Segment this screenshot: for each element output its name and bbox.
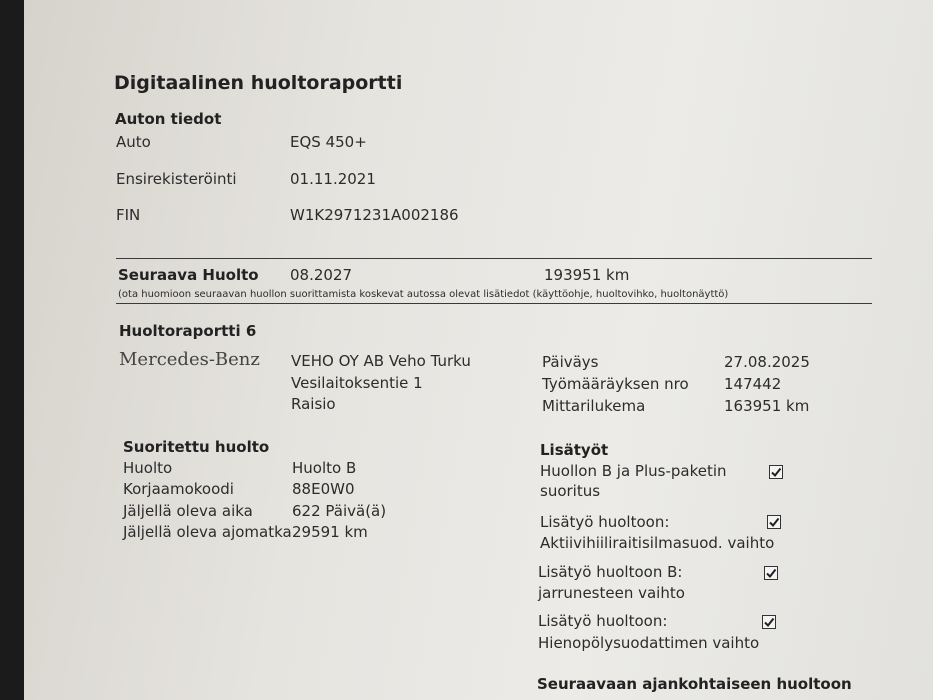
fin-label: FIN xyxy=(116,206,141,224)
extra-work-1-line1: Huollon B ja Plus-paketin xyxy=(540,462,727,480)
service-report-heading: Huoltoraportti 6 xyxy=(119,322,257,340)
checkbox-checked-icon[interactable] xyxy=(767,515,781,529)
remaining-distance-value: 29591 km xyxy=(292,523,368,541)
next-service-date: 08.2027 xyxy=(290,266,353,284)
next-service-label: Seuraava Huolto xyxy=(118,266,259,284)
extra-work-2-line1: Lisätyö huoltoon: xyxy=(540,513,670,531)
workshop-code-value: 88E0W0 xyxy=(292,480,355,498)
car-model-value: EQS 450+ xyxy=(290,133,367,151)
next-service-km: 193951 km xyxy=(544,266,630,284)
service-type-label: Huolto xyxy=(123,459,173,477)
odometer-label: Mittarilukema xyxy=(542,397,646,415)
dealer-city: Raisio xyxy=(291,395,336,413)
extra-work-1-line2: suoritus xyxy=(540,482,601,500)
fin-value: W1K2971231A002186 xyxy=(290,206,459,224)
odometer-value: 163951 km xyxy=(724,397,810,415)
divider-bottom xyxy=(116,303,872,304)
dealer-name: VEHO OY AB Veho Turku xyxy=(291,352,471,370)
checkbox-checked-icon[interactable] xyxy=(762,615,776,629)
remaining-time-value: 622 Päivä(ä) xyxy=(292,502,387,520)
mercedes-benz-logo: Mercedes-Benz xyxy=(119,349,260,370)
report-title: Digitaalinen huoltoraportti xyxy=(114,72,403,94)
extra-work-3-line2: jarrunesteen vaihto xyxy=(538,584,685,602)
extra-work-2-line2: Aktiivihiiliraitisilmasuod. vaihto xyxy=(540,534,775,552)
date-label: Päiväys xyxy=(542,353,599,371)
date-value: 27.08.2025 xyxy=(724,353,810,371)
first-registration-value: 01.11.2021 xyxy=(290,170,376,188)
car-model-label: Auto xyxy=(116,133,151,151)
report-screen xyxy=(24,0,933,700)
car-info-heading: Auton tiedot xyxy=(115,110,222,128)
divider-top xyxy=(116,258,872,259)
extra-work-4-line1: Lisätyö huoltoon: xyxy=(538,612,668,630)
next-service-note: (ota huomioon seuraavan huollon suorittamista koskevat autossa olevat lisätiedot (käyttöohje, huoltovihko, huoltonäyttö) xyxy=(118,289,729,300)
work-order-label: Työmääräyksen nro xyxy=(542,375,689,393)
performed-heading: Suoritettu huolto xyxy=(123,438,270,456)
extra-work-4-line2: Hienopölysuodattimen vaihto xyxy=(538,634,760,652)
work-order-value: 147442 xyxy=(724,375,782,393)
remaining-distance-label: Jäljellä oleva ajomatka xyxy=(123,523,292,541)
workshop-code-label: Korjaamokoodi xyxy=(123,480,234,498)
service-type-value: Huolto B xyxy=(292,459,357,477)
extra-work-heading: Lisätyöt xyxy=(540,441,609,459)
checkbox-checked-icon[interactable] xyxy=(764,566,778,580)
next-current-service-heading: Seuraavaan ajankohtaiseen huoltoon xyxy=(537,675,852,693)
extra-work-3-line1: Lisätyö huoltoon B: xyxy=(538,563,683,581)
dealer-street: Vesilaitoksentie 1 xyxy=(291,374,423,392)
remaining-time-label: Jäljellä oleva aika xyxy=(123,502,253,520)
first-registration-label: Ensirekisteröinti xyxy=(116,170,237,188)
checkbox-checked-icon[interactable] xyxy=(769,465,783,479)
